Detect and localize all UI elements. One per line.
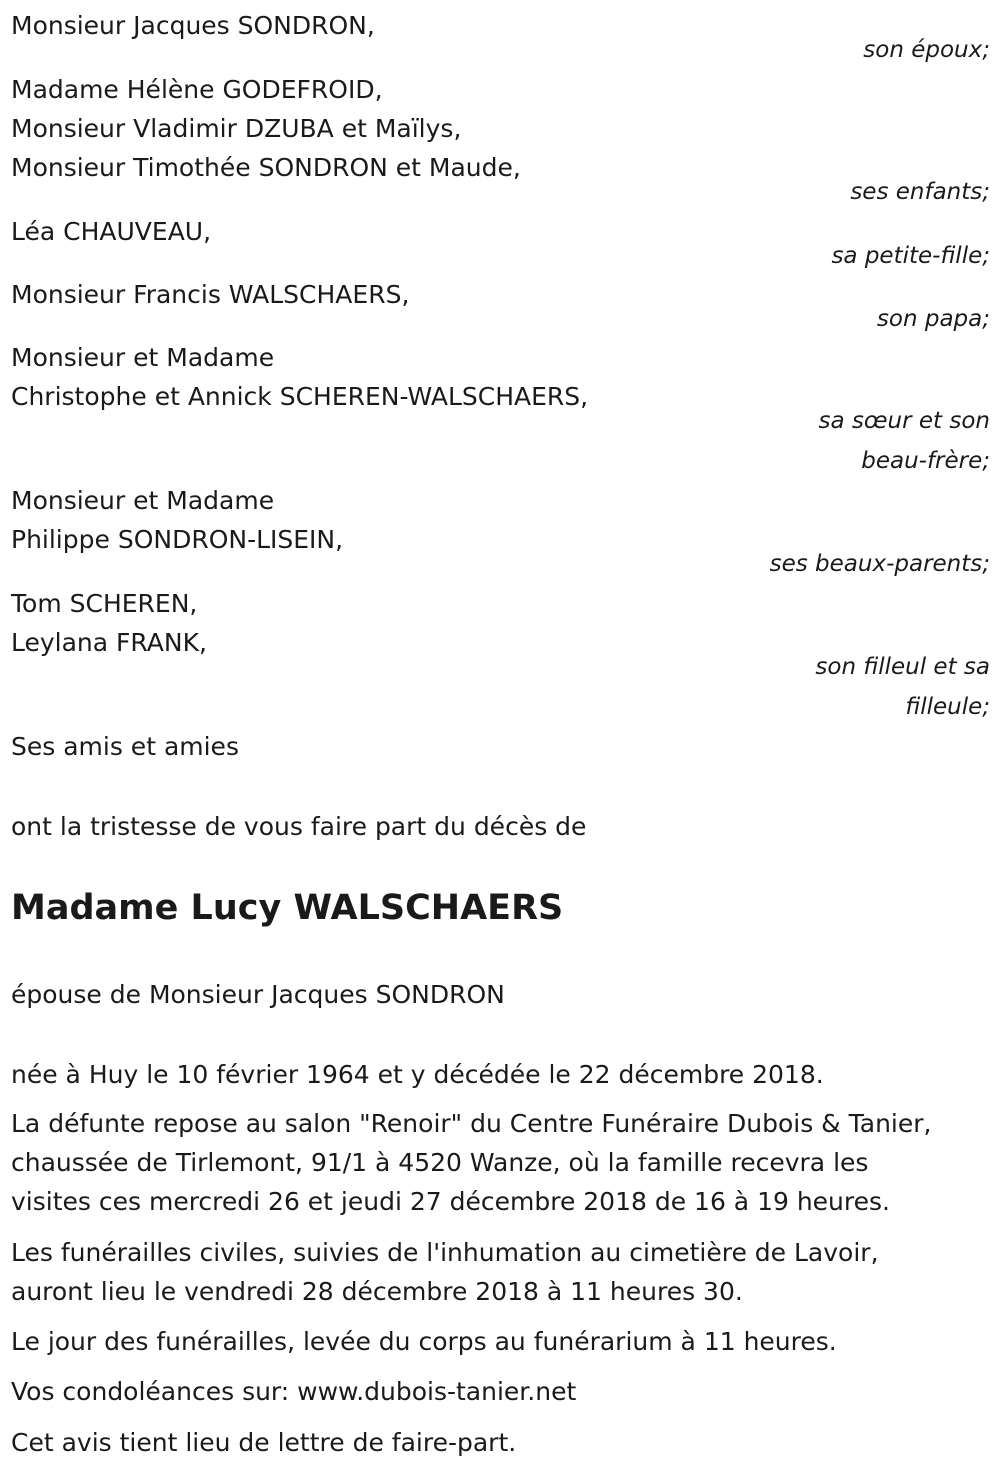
family-name-line: Madame Hélène GODEFROID, (11, 75, 383, 104)
relationship-label: son papa; (876, 306, 990, 332)
birth-death-line: née à Huy le 10 février 1964 et y décédée le 22 décembre 2018. (11, 1060, 824, 1089)
family-name-line: Monsieur et Madame (11, 486, 275, 515)
condolences-line: Vos condoléances sur: www.dubois-tanier.net (11, 1377, 577, 1406)
levee-line: Le jour des funérailles, levée du corps au funérarium à 11 heures. (11, 1327, 837, 1356)
family-name-line: Monsieur et Madame (11, 343, 275, 372)
relationship-label: ses enfants; (850, 179, 990, 205)
family-name-line: Monsieur Vladimir DZUBA et Maïlys, (11, 114, 462, 143)
relationship-label: sa sœur et son (818, 408, 990, 434)
friends-line: Ses amis et amies (11, 732, 239, 761)
family-name-line: Christophe et Annick SCHEREN-WALSCHAERS, (11, 382, 589, 411)
family-name-line: Tom SCHEREN, (11, 589, 198, 618)
family-name-line: Monsieur Francis WALSCHAERS, (11, 280, 410, 309)
relationship-label: ses beaux-parents; (769, 551, 990, 577)
family-name-line: Monsieur Jacques SONDRON, (11, 11, 375, 40)
spouse-line: épouse de Monsieur Jacques SONDRON (11, 980, 505, 1009)
family-name-line: Philippe SONDRON-LISEIN, (11, 525, 344, 554)
family-name-line: Léa CHAUVEAU, (11, 217, 212, 246)
funeral-line: Les funérailles civiles, suivies de l'inhumation au cimetière de Lavoir, (11, 1238, 879, 1267)
closing-line: Cet avis tient lieu de lettre de faire-part. (11, 1428, 517, 1457)
relationship-label: beau-frère; (861, 448, 990, 474)
announcement-line: ont la tristesse de vous faire part du décès de (11, 812, 587, 841)
relationship-label: son époux; (863, 37, 990, 63)
family-name-line: Monsieur Timothée SONDRON et Maude, (11, 153, 521, 182)
family-name-line: Leylana FRANK, (11, 628, 207, 657)
visit-line: visites ces mercredi 26 et jeudi 27 décembre 2018 de 16 à 19 heures. (11, 1187, 890, 1216)
deceased-name: Madame Lucy WALSCHAERS (11, 888, 564, 928)
visit-line: chaussée de Tirlemont, 91/1 à 4520 Wanze, où la famille recevra les (11, 1148, 869, 1177)
visit-line: La défunte repose au salon "Renoir" du Centre Funéraire Dubois & Tanier, (11, 1109, 932, 1138)
funeral-line: auront lieu le vendredi 28 décembre 2018 à 11 heures 30. (11, 1277, 743, 1306)
relationship-label: sa petite-fille; (831, 243, 990, 269)
relationship-label: filleule; (905, 694, 990, 720)
relationship-label: son filleul et sa (815, 654, 990, 680)
